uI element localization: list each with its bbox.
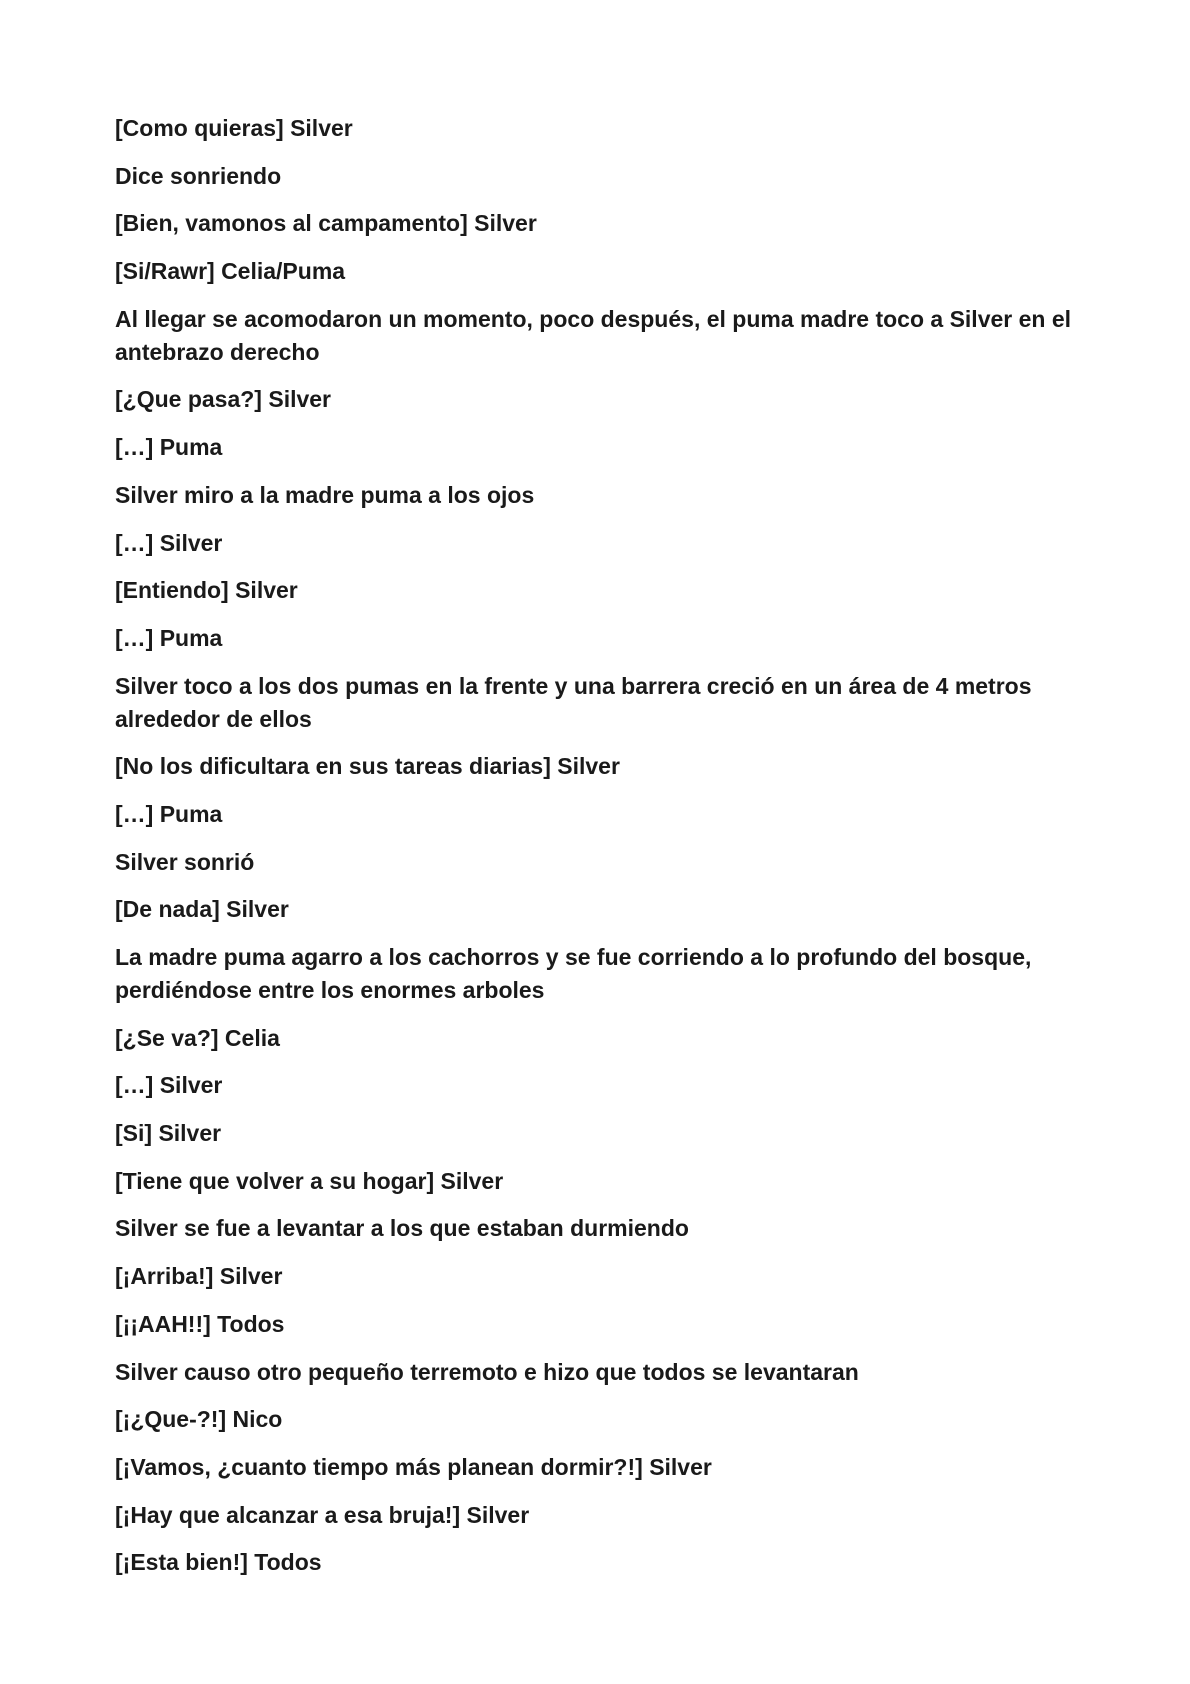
text-line: Silver toco a los dos pumas en la frente y una barrera creció en un área de 4 metros alrededor de ellos [115, 672, 1032, 732]
text-line: [¡Hay que alcanzar a esa bruja!] Silver [115, 1501, 530, 1528]
text-line: Silver miro a la madre puma a los ojos [115, 481, 535, 508]
text-line: [De nada] Silver [115, 896, 289, 923]
text-line: Silver sonrió [115, 848, 255, 875]
text-line: [Si/Rawr] Celia/Puma [115, 258, 346, 285]
text-line: [Si] Silver [115, 1120, 222, 1147]
text-line: [¡Arriba!] Silver [115, 1263, 283, 1290]
document-body [115, 112, 1090, 1594]
text-line: […] Puma [115, 800, 223, 827]
text-line: [Como quieras] Silver [115, 115, 353, 141]
text-line: […] Silver [115, 529, 223, 556]
text-line: [¡¡AAH!!] Todos [115, 1310, 285, 1337]
text-line: [¡¿Que-?!] Nico [115, 1406, 283, 1433]
text-line: [¡Vamos, ¿cuanto tiempo más planean dormir?!] Silver [115, 1453, 712, 1480]
text-line: Al llegar se acomodaron un momento, poco después, el puma madre toco a Silver en el antebrazo derecho [115, 305, 1072, 365]
text-line: […] Silver [115, 1072, 223, 1099]
text-line: Dice sonriendo [115, 162, 282, 189]
text-line: [Bien, vamonos al campamento] Silver [115, 210, 537, 237]
text-line: Silver se fue a levantar a los que estaban durmiendo [115, 1215, 689, 1242]
text-line: [¿Que pasa?] Silver [115, 386, 332, 413]
text-line: [Entiendo] Silver [115, 577, 298, 604]
text-line: Silver causo otro pequeño terremoto e hizo que todos se levantaran [115, 1358, 859, 1385]
text-line: [¿Se va?] Celia [115, 1024, 280, 1051]
text-line: [Tiene que volver a su hogar] Silver [115, 1167, 504, 1194]
text-line: La madre puma agarro a los cachorros y se fue corriendo a lo profundo del bosque, perdiéndose entre los enormes arboles [115, 944, 1032, 1003]
text-line: […] Puma [115, 624, 223, 651]
text-line: [No los dificultara en sus tareas diarias] Silver [115, 753, 620, 780]
text-line: […] Puma [115, 434, 223, 461]
text-line: [¡Esta bien!] Todos [115, 1549, 322, 1576]
